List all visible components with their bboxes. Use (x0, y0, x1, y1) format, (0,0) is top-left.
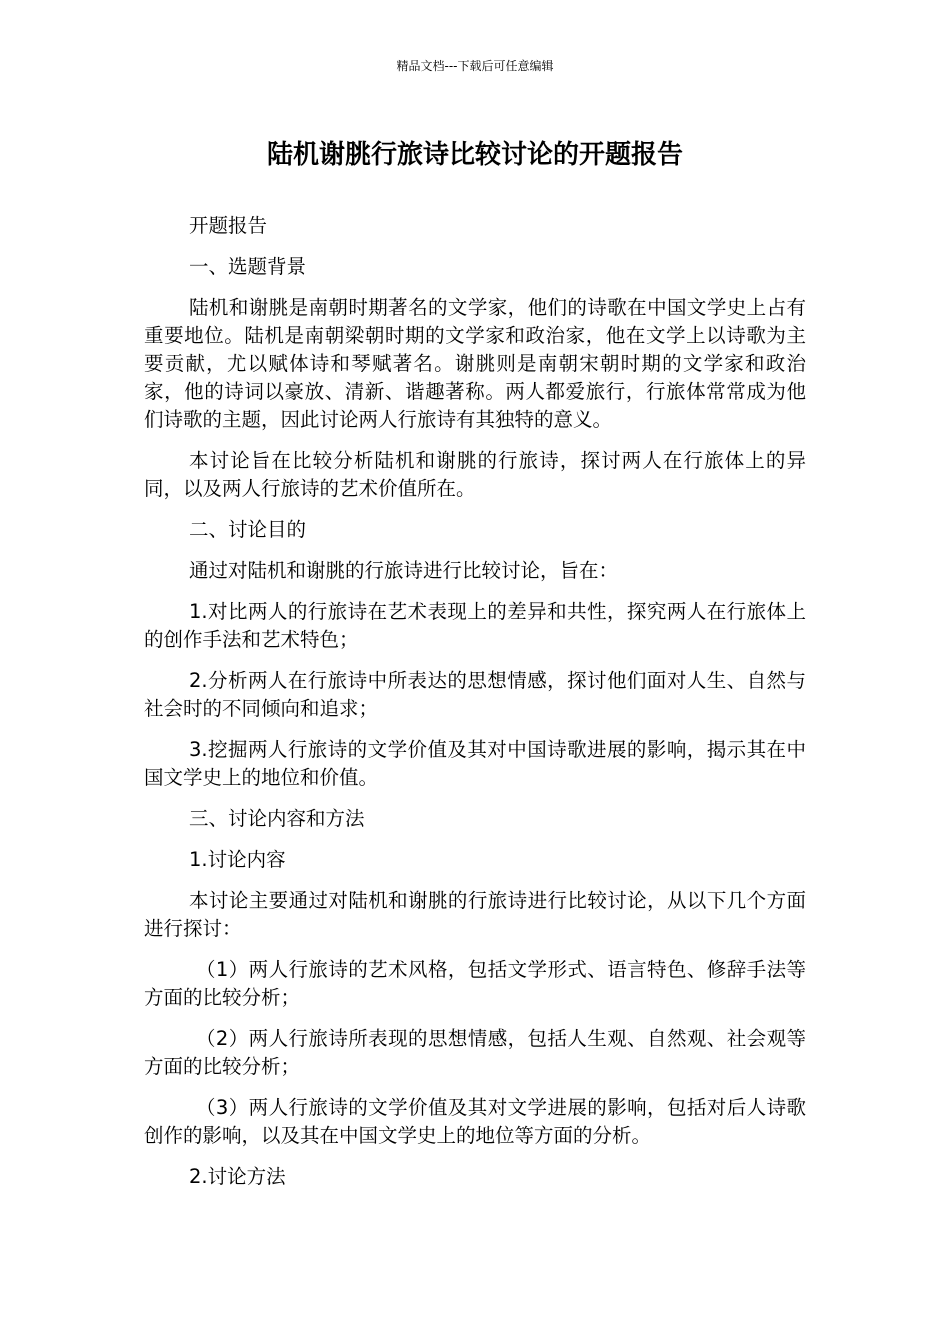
list-item: （3）两人行旅诗的文学价值及其对文学进展的影响，包括对后人诗歌创作的影响，以及其在中国文学史上的地位等方面的分析。 (144, 1096, 806, 1147)
paragraph: 陆机和谢朓是南朝时期著名的文学家，他们的诗歌在中国文学史上占有重要地位。陆机是南朝梁朝时期的文学家和政治家，他在文学上以诗歌为主要贡献，尤以赋体诗和琴赋著名。谢朓则是南朝宋朝时期的文学家和政治家，他的诗词以豪放、清新、谐趣著称。两人都爱旅行，行旅体常常成为他们诗歌的主题，因此讨论两人行旅诗有其独特的意义。 (144, 296, 806, 431)
paragraph: 本讨论主要通过对陆机和谢朓的行旅诗进行比较讨论，从以下几个方面进行探讨： (144, 889, 806, 940)
list-item: （1）两人行旅诗的艺术风格，包括文学形式、语言特色、修辞手法等方面的比较分析； (144, 958, 806, 1009)
subsection-heading: 1.讨论内容 (189, 848, 286, 871)
document-title: 陆机谢朓行旅诗比较讨论的开题报告 (266, 140, 683, 170)
list-item: 1.对比两人的行旅诗在艺术表现上的差异和共性，探究两人在行旅体上的创作手法和艺术特色； (144, 600, 806, 651)
subsection-heading: 2.讨论方法 (189, 1165, 286, 1188)
list-item: 3.挖掘两人行旅诗的文学价值及其对中国诗歌进展的影响，揭示其在中国文学史上的地位和价值。 (144, 738, 806, 789)
section-heading: 三、讨论内容和方法 (189, 807, 365, 830)
paragraph: 通过对陆机和谢朓的行旅诗进行比较讨论，旨在： (189, 559, 619, 582)
section-heading: 二、讨论目的 (189, 518, 307, 541)
paragraph: 开题报告 (189, 214, 268, 237)
document-body (144, 212, 806, 1204)
paragraph: 本讨论旨在比较分析陆机和谢朓的行旅诗，探讨两人在行旅体上的异同，以及两人行旅诗的艺术价值所在。 (144, 449, 806, 500)
list-item: （2）两人行旅诗所表现的思想情感，包括人生观、自然观、社会观等方面的比较分析； (144, 1027, 806, 1078)
header-note: 精品文档---下载后可任意编辑 (396, 59, 554, 73)
list-item: 2.分析两人在行旅诗中所表达的思想情感，探讨他们面对人生、自然与社会时的不同倾向和追求； (144, 669, 806, 720)
section-heading: 一、选题背景 (189, 255, 307, 278)
